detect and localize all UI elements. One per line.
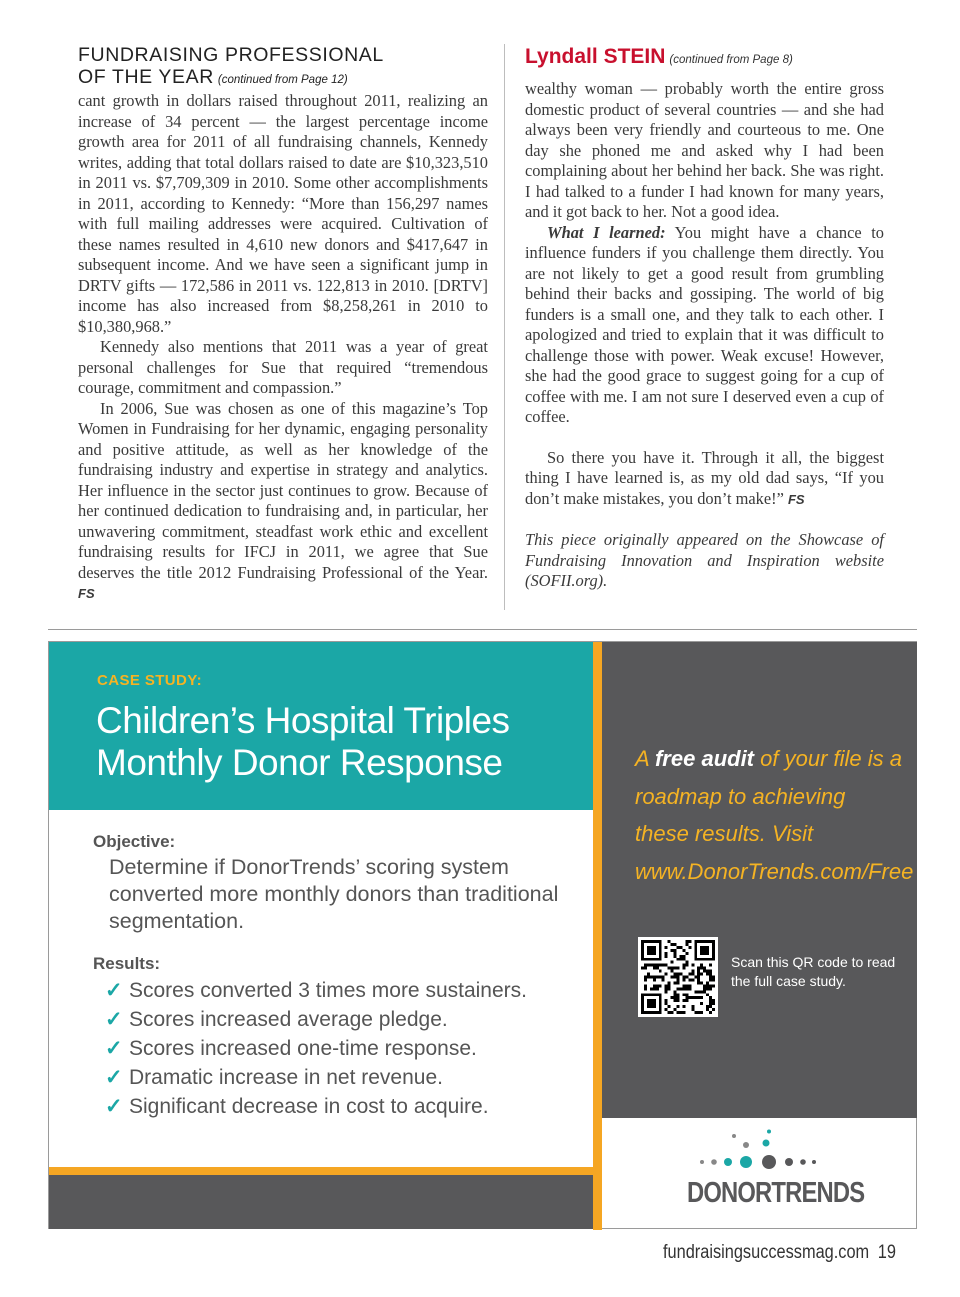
check-icon: ✓: [105, 1037, 123, 1060]
article-left-column: [78, 44, 488, 605]
author-heading: Lyndall STEIN: [525, 45, 666, 68]
free-audit-offer[interactable]: A free audit of your file is a roadmap to achieving these results. Visit www.DonorTrends.com/Free: [635, 746, 914, 884]
page-number: 19: [877, 1242, 896, 1263]
donortrends-advertisement: [48, 641, 917, 1229]
page-footer: [663, 1242, 896, 1264]
qr-code-icon[interactable]: [638, 937, 718, 1017]
end-mark: FS: [787, 491, 805, 507]
offer-highlight: free audit: [654, 746, 755, 771]
ad-title-banner: [49, 642, 593, 810]
objective-label: Objective:: [93, 832, 176, 851]
paragraph: [78, 399, 488, 605]
paragraph: cant growth in dollars raised throughout 2011, realizing an increase of 34 percent — the largest percentage income growth area for 2011 of all fundraising channels, Kennedy writes, adding that total dollars raised to date are $10,323,510 in 2011 vs. $7,709,309 in 2010. Some other accomplishments in 2011, according to Kennedy: “More than 156,297 names with full mailing addresses were acquired. Cultivation of these names resulted in 4,610 new donors and $417,647 in subsequent income. And we have seen a significant jump in DRTV gifts — 172,586 in 2011 vs. 122,813 in 2010. [DRTV] income has also increased from $8,258,261 in 2010 to $10,380,968.”: [78, 91, 488, 336]
paragraph: [525, 448, 884, 511]
column-divider: [504, 44, 505, 610]
result-item: ✓ Dramatic increase in net revenue.: [105, 1063, 585, 1092]
article-right-column: [525, 44, 884, 592]
paragraph: Kennedy also mentions that 2011 was a year of great personal challenges for Sue that required “tremendous courage, commitment and compassion.”: [78, 337, 488, 397]
section-heading-lyndall-stein: [525, 44, 884, 73]
section-heading-fundraising-professional: [78, 44, 488, 91]
donortrends-logo-icon: [694, 1129, 844, 1179]
gray-bottom-band: [49, 1175, 593, 1229]
result-item: ✓ Scores increased one-time response.: [105, 1034, 585, 1063]
result-item: ✓ Scores increased average pledge.: [105, 1005, 585, 1034]
heading-line-2: OF THE YEAR: [78, 66, 214, 88]
paragraph: [525, 223, 884, 428]
objective-text: Determine if DonorTrends’ scoring system converted more monthly donors than traditional segmentation.: [109, 855, 559, 933]
check-icon: ✓: [105, 1066, 123, 1089]
qr-instruction: Scan this QR code to read the full case study.: [731, 954, 896, 989]
qr-code-graphic: [641, 940, 715, 1014]
orange-bottom-bar: [49, 1167, 593, 1175]
donortrends-logo-text: DONORTRENDS: [687, 1177, 865, 1209]
footer-site: fundraisingsuccessmag.com: [663, 1242, 870, 1263]
learned-label: What I learned:: [547, 222, 666, 242]
case-study-kicker: CASE STUDY:: [97, 672, 202, 689]
results-list: [105, 976, 585, 1121]
ad-headline: Children’s Hospital Triples Monthly Donor Response: [96, 700, 510, 783]
paragraph-text: So there you have it. Through it all, the biggest thing I have learned is, as my old dad says, “If you don’t make mistakes, you don’t make!”: [525, 447, 884, 508]
heading-line-1: FUNDRAISING PROFESSIONAL: [78, 44, 384, 66]
orange-divider-bar: [593, 642, 602, 1230]
offer-text: of your file is a roadmap to achieving these results. Visit www.DonorTrends.com/Free: [635, 746, 914, 884]
result-item: ✓ Scores converted 3 times more sustainers.: [105, 976, 585, 1005]
paragraph-text: In 2006, Sue was chosen as one of this magazine’s Top Women in Fundraising for her dynamic, engaging personality and positive attitude, as well as her knowledge of the fundraising industry and expertise in strategy and analytics. Her influence in the sector just continues to grow. Because of her continued dedication to fundraising and, in particular, her unwavering commitment, steadfast work ethic and excellent fundraising results for IFCJ in 2011, we agree that Sue deserves the title 2012 Fundraising Professional of the Year.: [78, 398, 488, 582]
source-credit: This piece originally appeared on the Showcase of Fundraising Innovation and Inspiration website (SOFII.org).: [525, 530, 884, 590]
check-icon: ✓: [105, 1008, 123, 1031]
continued-note: (continued from Page 8): [669, 54, 793, 66]
horizontal-rule: [48, 629, 917, 630]
continued-note: (continued from Page 12): [217, 74, 348, 86]
results-label: Results:: [93, 954, 161, 973]
paragraph-text: You might have a chance to influence funders if you challenge them directly. You are not likely to get a good result from grumbling behind their backs and gossiping. The world of big funders is a small one, and they talk to each other. I apologized and tried to explain that it was difficult to challenge those with power. Weak excuse! However, she had the good grace to suggest going for a cup of coffee with me. I am not sure I deserved even a cup of coffee.: [525, 222, 884, 426]
check-icon: ✓: [105, 979, 123, 1002]
end-mark: FS: [78, 586, 95, 601]
paragraph: wealthy woman — probably worth the entire gross domestic product of several countries — and she had always been very friendly and courteous to me. One day she phoned me and asked why I had been complaining about her behind her back. She was right. I had talked to a funder I had known for many years, and it got back to her. Not a good idea.: [525, 79, 884, 221]
check-icon: ✓: [105, 1095, 123, 1118]
result-item: ✓ Significant decrease in cost to acquire.: [105, 1092, 585, 1121]
